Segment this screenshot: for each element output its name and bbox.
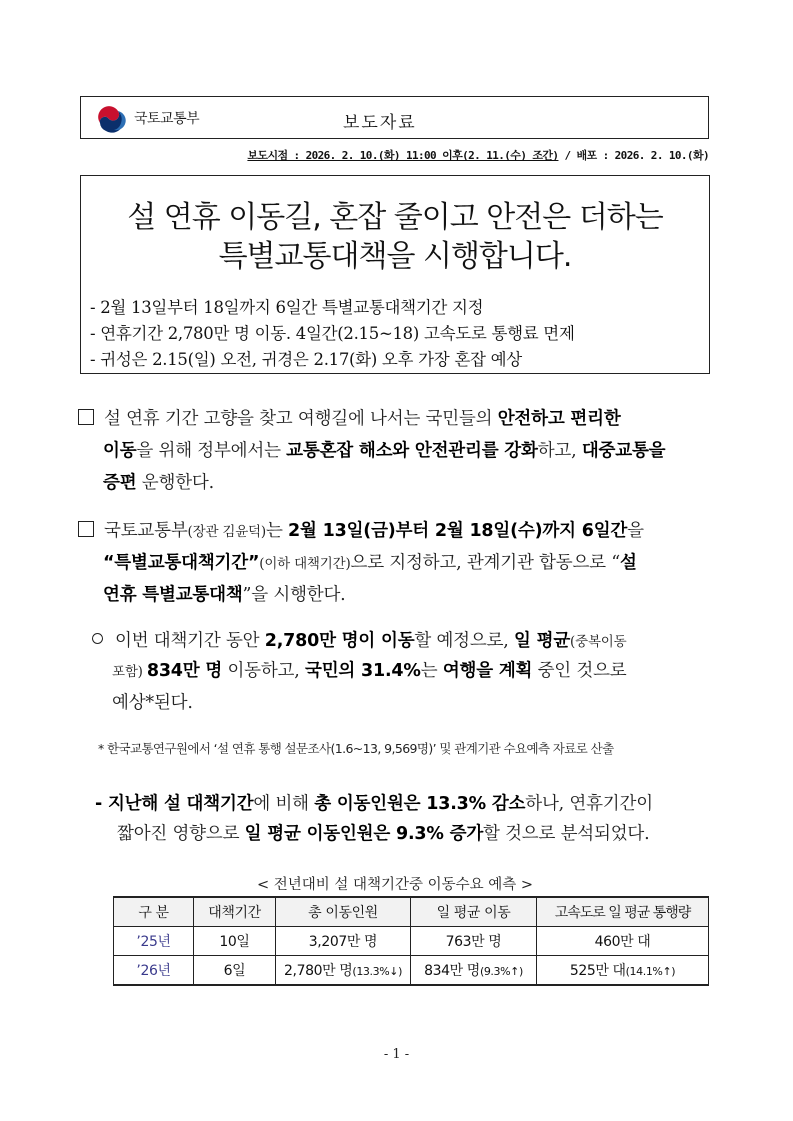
small-text: (중복이동 — [570, 634, 627, 650]
taegeuk-logo-icon — [94, 103, 126, 135]
headline-line-2: 특별교통대책을 시행합니다. — [218, 239, 572, 274]
text: 중인 것으로 — [532, 661, 627, 681]
small-text: 포함) — [112, 664, 147, 680]
total-value: 3,207만 명 — [308, 934, 378, 950]
period-cell: 10일 — [194, 927, 276, 956]
bold-text: 일 평균 이동인원은 9.3% 증가 — [244, 824, 484, 844]
text: ”을 시행한다. — [242, 585, 346, 605]
paragraph-1-line-1 — [78, 405, 621, 430]
text: 을 위해 정부에서는 — [136, 441, 287, 461]
total-cell — [276, 927, 411, 956]
square-bullet-icon — [78, 409, 94, 425]
embargo-time: 보도시점 : 2026. 2. 10.(화) 11:00 이후(2. 11.(수) 조간) — [247, 149, 559, 162]
paragraph-1-line-2 — [103, 437, 665, 462]
text: 하고, — [537, 441, 582, 461]
bold-text: 이동 — [103, 441, 137, 461]
small-text: (이하 대책기간) — [259, 556, 351, 572]
bold-text: 2월 13일(금)부터 2월 18일(수)까지 6일간 — [288, 521, 628, 541]
circle-bullet-icon — [92, 633, 103, 644]
paragraph-2-line-3 — [103, 581, 346, 606]
bold-text: 여행을 계획 — [442, 661, 533, 681]
text: 으로 지정하고, 관계기관 합동으로 “ — [350, 553, 620, 573]
paragraph-3-line-3 — [112, 689, 193, 714]
table-header-row — [114, 897, 709, 927]
text: 할 예정으로, — [414, 631, 515, 651]
year-cell: ’25년 — [114, 927, 194, 956]
column-header: 고속도로 일 평균 통행량 — [537, 897, 709, 927]
bold-text: 연휴 특별교통대책 — [103, 585, 243, 605]
year-cell: ’26년 — [114, 956, 194, 986]
table-row — [114, 956, 709, 986]
text: 는 — [420, 661, 443, 681]
highway-cell — [537, 927, 709, 956]
text: 에 비해 — [253, 794, 315, 814]
bold-text: 증편 — [103, 473, 137, 493]
daily-cell — [411, 927, 537, 956]
table-caption: < 전년대비 설 대책기간중 이동수요 예측 > — [256, 877, 534, 893]
paragraph-1-line-3 — [103, 469, 214, 494]
bold-text: 834만 명 — [146, 661, 223, 681]
column-header: 총 이동인원 — [276, 897, 411, 927]
total-cell — [276, 956, 411, 986]
bold-text: 대중교통을 — [581, 441, 666, 461]
period-cell: 6일 — [194, 956, 276, 986]
bold-text: 설 — [619, 553, 637, 573]
total-value: 2,780만 명 — [284, 963, 353, 979]
summary-item: - 귀성은 2.15(일) 오전, 귀경은 2.17(화) 오후 가장 혼잡 예상 — [90, 350, 522, 369]
column-header: 대책기간 — [194, 897, 276, 927]
summary-item: - 연휴기간 2,780만 명 이동. 4일간(2.15~18) 고속도로 통행료 면제 — [90, 324, 575, 343]
text: 할 것으로 분석되었다. — [483, 824, 650, 844]
square-bullet-icon — [78, 521, 94, 537]
daily-value: 834만 명 — [424, 963, 480, 979]
embargo-line — [80, 147, 709, 163]
total-change: (13.3%↓) — [352, 965, 402, 978]
bold-text: 2,780만 명이 이동 — [264, 631, 415, 651]
demand-forecast-table — [113, 896, 709, 986]
small-text: (장관 김윤덕) — [187, 524, 266, 540]
bold-text: - 지난해 설 대책기간 — [95, 794, 254, 814]
column-header: 구 분 — [114, 897, 194, 927]
bold-text: “특별교통대책기간” — [103, 553, 260, 573]
text: 설 연휴 기간 고향을 찾고 여행길에 나서는 국민들의 — [104, 409, 498, 429]
bold-text: 국민의 31.4% — [305, 661, 421, 681]
paragraph-3-line-1 — [92, 627, 626, 652]
paragraph-4-line-2 — [117, 820, 649, 845]
column-header: 일 평균 이동 — [411, 897, 537, 927]
footnote: * 한국교통연구원에서 ‘설 연휴 통행 설문조사(1.6~13, 9,569명)’ 및 관계기관 수요예측 자료로 산출 — [98, 741, 614, 756]
bold-text: 일 평균 — [514, 631, 571, 651]
text: 을 — [627, 521, 644, 541]
highway-change: (14.1%↑) — [625, 965, 676, 978]
highway-cell — [537, 956, 709, 986]
table-row — [114, 927, 709, 956]
bold-text: 총 이동인원은 13.3% 감소 — [314, 794, 526, 814]
bold-text: 안전하고 편리한 — [497, 409, 621, 429]
paragraph-4-line-1 — [95, 790, 653, 815]
distribution-time: / 배포 : 2026. 2. 10.(화) — [558, 149, 709, 162]
highway-value: 525만 대 — [569, 963, 626, 979]
headline-line-1: 설 연휴 이동길, 혼잡 줄이고 안전은 더하는 — [127, 200, 663, 235]
text: 짧아진 영향으로 — [117, 824, 245, 844]
paragraph-3-line-2 — [112, 657, 627, 682]
highway-value: 460만 대 — [594, 934, 651, 950]
text: 국토교통부 — [104, 521, 188, 541]
doc-type-label: 보도자료 — [343, 113, 417, 133]
text: 이동하고, — [222, 661, 305, 681]
text: 운행한다. — [136, 473, 214, 493]
daily-value: 763만 명 — [445, 934, 502, 950]
page-number: - 1 - — [383, 1047, 410, 1062]
bold-text: 교통혼잡 해소와 안전관리를 강화 — [286, 441, 538, 461]
text: 는 — [265, 521, 289, 541]
text: 예상*된다. — [112, 693, 193, 713]
paragraph-2-line-2 — [103, 549, 637, 574]
paragraph-2-line-1 — [78, 517, 644, 542]
daily-change: (9.3%↑) — [479, 965, 523, 978]
summary-item: - 2월 13일부터 18일까지 6일간 특별교통대책기간 지정 — [90, 298, 484, 317]
daily-cell — [411, 956, 537, 986]
org-name: 국토교통부 — [134, 111, 200, 127]
text: 이번 대책기간 동안 — [115, 631, 265, 651]
text: 하나, 연휴기간이 — [525, 794, 653, 814]
